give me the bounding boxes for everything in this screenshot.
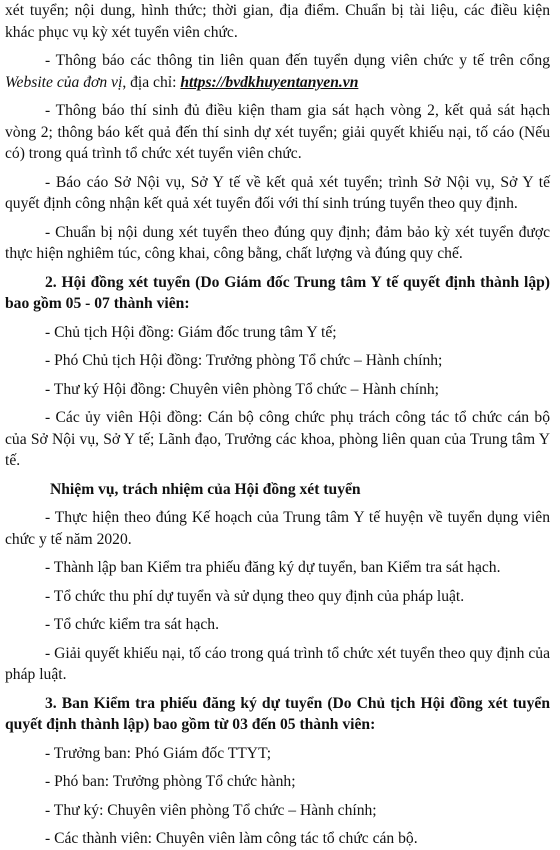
- section-3-heading: 3. Ban Kiểm tra phiếu đăng ký dự tuyển (Do Chủ tịch Hội đồng xét tuyển quyết định thành lập) bao gồm từ 03 đến 05 thành viên:: [5, 694, 550, 733]
- website-notice-text: - Thông báo các thông tin liên quan đến tuyển dụng viên chức y tế trên cổng: [45, 52, 550, 69]
- council-vice-chair: - Phó Chủ tịch Hội đồng: Trưởng phòng Tổ chức – Hành chính;: [45, 352, 443, 369]
- paragraph-report: - Báo cáo Sở Nội vụ, Sở Y tế về kết quả xét tuyển; trình Sở Nội vụ, Sở Y tế quyết định công nhận kết quả xét tuyển đối với thí sinh trúng tuyển theo quy định.: [5, 173, 550, 212]
- website-label: Website của đơn vị: [5, 73, 123, 91]
- board-head: - Trưởng ban: Phó Giám đốc TTYT;: [45, 744, 272, 762]
- paragraph-intro-continuation: xét tuyển; nội dung, hình thức; thời gian, địa điểm. Chuẩn bị tài liệu, các điều kiện khác phục vụ kỳ xét tuyển viên chức.: [5, 2, 550, 41]
- paragraph-prepare-content: - Chuẩn bị nội dung xét tuyển theo đúng quy định; đảm bảo kỳ xét tuyển được thực hiện nghiêm túc, công khai, công bằng, chất lượng và đúng quy chế.: [5, 223, 550, 262]
- paragraph-website-notice: [5, 50, 550, 93]
- board-deputy: - Phó ban: Trưởng phòng Tổ chức hành;: [45, 773, 296, 790]
- paragraph-candidate-notice: - Thông báo thí sinh đủ điều kiện tham gia sát hạch vòng 2, kết quả sát hạch vòng 2; thông báo kết quả đến thí sinh dự xét tuyển; giải quyết khiếu nại, tố cáo (Nếu có) trong quá trình tổ chức xét tuyển viên chức.: [5, 102, 550, 162]
- council-secretary: - Thư ký Hội đồng: Chuyên viên phòng Tổ chức – Hành chính;: [45, 380, 439, 398]
- website-address-label: , địa chỉ:: [122, 73, 181, 91]
- board-members: - Các thành viên: Chuyên viên làm công tác tổ chức cán bộ.: [45, 830, 418, 847]
- duty-collect-fees: - Tổ chức thu phí dự tuyển và sử dụng theo quy định của pháp luật.: [45, 587, 465, 605]
- section-2-heading: 2. Hội đồng xét tuyển (Do Giám đốc Trung tâm Y tế quyết định thành lập) bao gồm 05 - 07 thành viên:: [5, 273, 550, 312]
- duty-follow-plan: - Thực hiện theo đúng Kế hoạch của Trung tâm Y tế huyện về tuyển dụng viên chức y tế năm 2020.: [5, 509, 550, 548]
- council-chair: - Chủ tịch Hội đồng: Giám đốc trung tâm Y tế;: [45, 323, 337, 341]
- website-link[interactable]: https://bvdkhuyentanyen.vn: [180, 73, 359, 91]
- duty-organize-exam: - Tổ chức kiểm tra sát hạch.: [45, 616, 219, 633]
- council-duties-heading: Nhiệm vụ, trách nhiệm của Hội đồng xét tuyển: [50, 480, 361, 498]
- duty-resolve-complaints: - Giải quyết khiếu nại, tố cáo trong quá trình tổ chức xét tuyển theo quy định của pháp luật.: [5, 644, 550, 683]
- council-members: - Các ủy viên Hội đồng: Cán bộ công chức phụ trách công tác tổ chức cán bộ của Sở Nội vụ, Sở Y tế; Lãnh đạo, Trưởng các khoa, phòng liên quan của Trung tâm Y tế.: [5, 409, 550, 469]
- duty-establish-boards: - Thành lập ban Kiểm tra phiếu đăng ký dự tuyển, ban Kiểm tra sát hạch.: [45, 559, 501, 576]
- board-secretary: - Thư ký: Chuyên viên phòng Tổ chức – Hành chính;: [45, 801, 377, 819]
